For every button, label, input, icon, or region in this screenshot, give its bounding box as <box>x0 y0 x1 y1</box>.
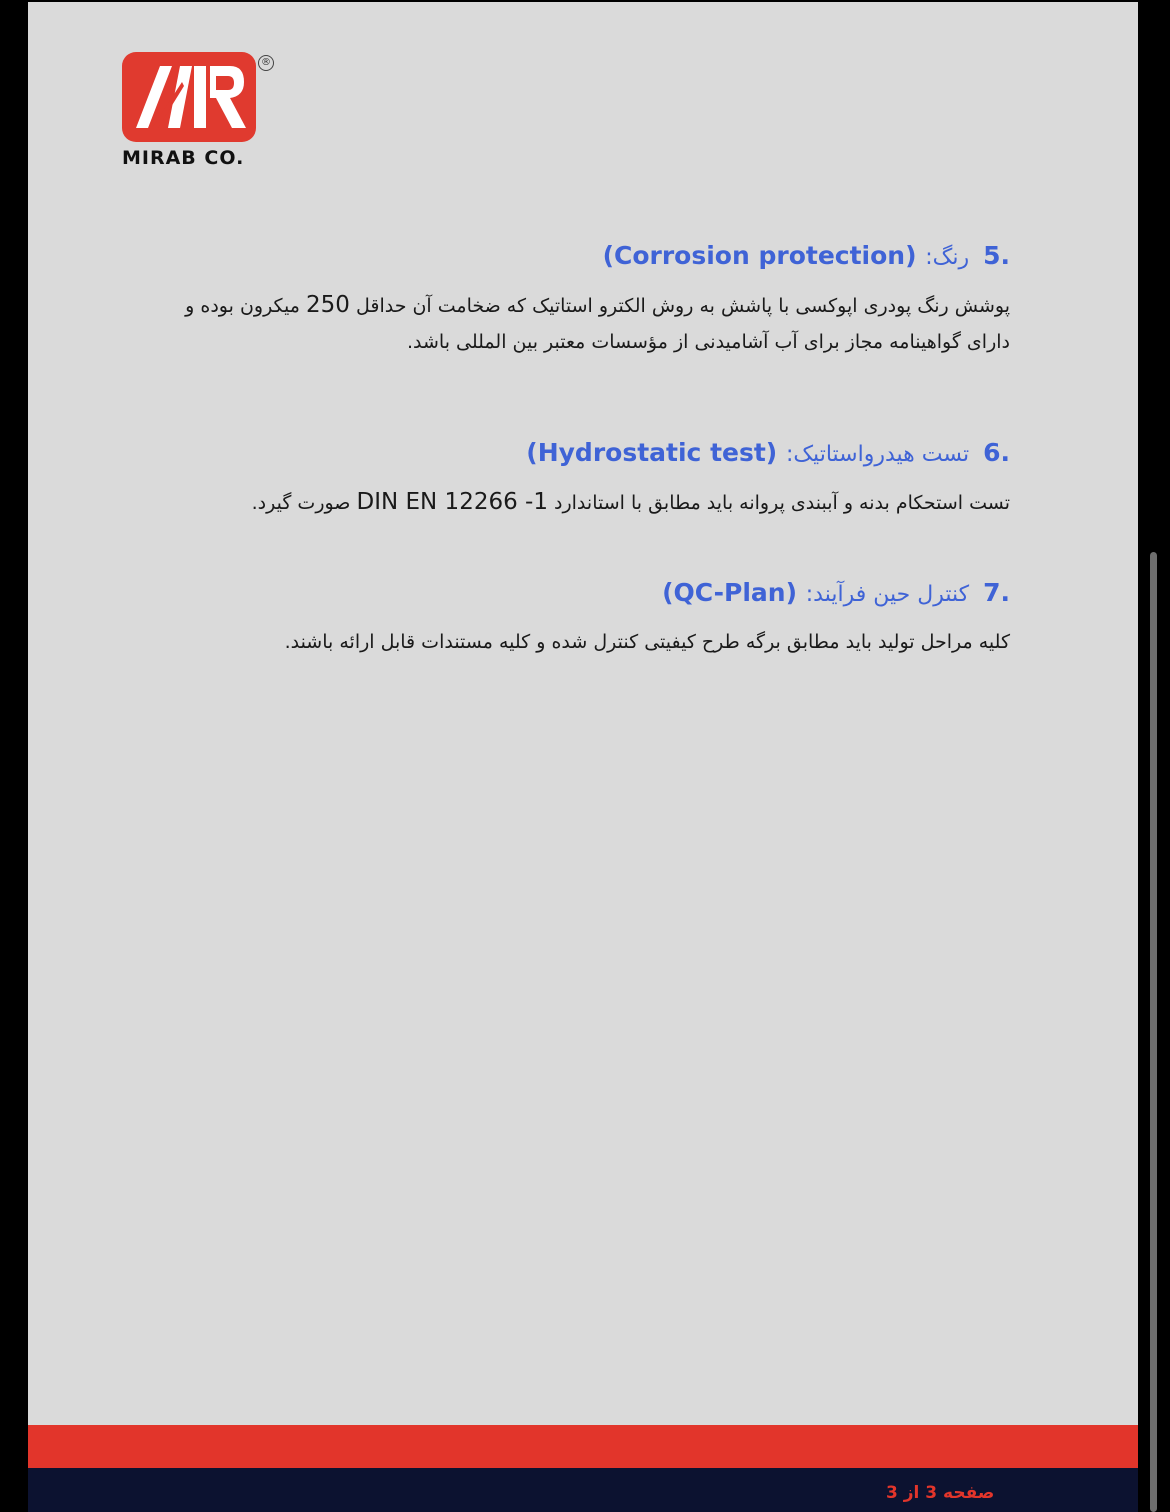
section-number: .7 <box>983 578 1010 607</box>
section-number: .6 <box>983 438 1010 467</box>
section-title-fa: تست هیدرواستاتیک: <box>785 442 970 467</box>
body-line <box>252 484 1010 521</box>
section-heading <box>252 436 1010 472</box>
body-text: کلیه مراحل تولید باید مطابق برگه طرح کیفیتی کنترل شده و کلیه مستندات قابل ارائه باشند. <box>284 631 1010 653</box>
section-title-fa: رنگ: <box>925 245 970 270</box>
body-text: میکرون بوده و <box>185 295 300 317</box>
scrollbar-thumb[interactable] <box>1150 552 1157 1512</box>
section-body <box>185 287 1010 360</box>
section-title-en: (Corrosion protection) <box>602 241 917 270</box>
logo-wordmark: MIRAB CO. <box>122 147 245 169</box>
logo-mark <box>122 52 256 142</box>
body-line <box>285 624 1010 660</box>
section-title-en: (Hydrostatic test) <box>526 438 778 467</box>
body-text: دارای گواهینامه مجاز برای آب آشامیدنی از مؤسسات معتبر بین المللی باشد. <box>406 331 1010 353</box>
footer-red-stripe <box>28 1425 1138 1468</box>
section-body <box>285 624 1010 660</box>
section-heading <box>285 576 1010 612</box>
section-body <box>252 484 1010 521</box>
body-line <box>185 287 1010 324</box>
section-title-en: (QC-Plan) <box>662 578 798 607</box>
body-text: صورت گیرد. <box>251 492 351 514</box>
section-title-fa: کنترل حین فرآیند: <box>805 582 970 607</box>
section-heading <box>185 239 1010 275</box>
section-number: .5 <box>983 241 1010 270</box>
section-corrosion-protection <box>185 239 1010 360</box>
company-logo <box>122 52 282 172</box>
body-line <box>185 324 1010 360</box>
body-text: تست استحکام بدنه و آببندی پروانه باید مطابق با استاندارد <box>554 492 1010 514</box>
standard-reference: DIN EN 12266 -1 <box>356 489 548 515</box>
document-page <box>28 2 1138 1468</box>
section-hydrostatic-test <box>252 436 1010 521</box>
body-text: پوشش رنگ پودری اپوکسی با پاشش به روش الکترو استاتیک که ضخامت آن حداقل <box>355 295 1010 317</box>
section-qc-plan <box>285 576 1010 660</box>
body-number: 250 <box>306 292 350 318</box>
page-indicator: صفحه 3 از 3 <box>886 1483 995 1503</box>
registered-mark: ® <box>258 55 274 71</box>
